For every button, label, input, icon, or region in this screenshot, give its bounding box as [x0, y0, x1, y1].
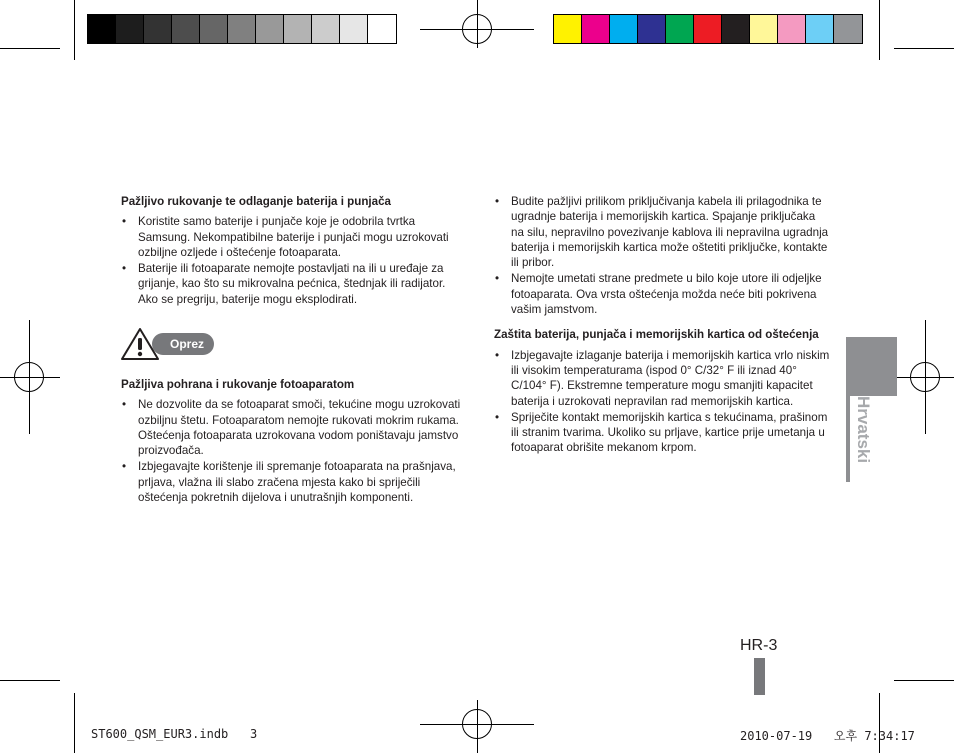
process-color-bar — [553, 14, 863, 44]
color-swatch — [778, 15, 806, 43]
camera-storage-list — [121, 397, 461, 505]
footer-timestamp: 2010-07-19 오후 7:34:17 — [740, 729, 915, 743]
list-item: • Izbjegavajte izlaganje baterija i memorijskih kartica vrlo niskim ili visokim temperaturama (ispod 0° C/32° F ili iznad 40° C/104° F). Ekstremne temperature mogu smanjiti kapacitet baterija i uzrokovati nepravilan rad memorijskih kartica. — [494, 348, 830, 409]
list-item: • Nemojte umetati strane predmete u bilo koje utore ili odjeljke fotoaparata. Ova vrsta oštećenja možda neće biti pokrivena vašim jamstvom. — [494, 271, 830, 317]
list-item: • Ne dozvolite da se fotoaparat smoči, tekućine mogu uzrokovati ozbiljnu štetu. Fotoaparatom nemojte rukovati mokrim rukama. Oštećenja fotoaparata uzrokovana vodom poništavaju jamstvo proizvođača. — [121, 397, 461, 458]
color-swatch — [722, 15, 750, 43]
section-heading-protection: Zaštita baterija, punjača i memorijskih kartica od oštećenja — [494, 328, 819, 342]
section-heading-camera-storage: Pažljiva pohrana i rukovanje fotoaparatom — [121, 378, 355, 391]
color-swatch — [284, 15, 312, 43]
left-column-lower — [121, 377, 461, 506]
color-swatch — [228, 15, 256, 43]
color-swatch — [368, 15, 396, 43]
color-swatch — [116, 15, 144, 43]
color-swatch — [610, 15, 638, 43]
color-swatch — [750, 15, 778, 43]
list-item: • Spriječite kontakt memorijskih kartica s tekućinama, prašinom ili stranim tvarima. Ukoliko su prljave, kartice prije umetanja u fotoaparat obrišite mekanom krpom. — [494, 410, 830, 456]
color-swatch — [256, 15, 284, 43]
footer-file-info: ST600_QSM_EUR3.indb 3 — [91, 727, 258, 741]
color-swatch — [582, 15, 610, 43]
page-number-bar — [754, 658, 765, 695]
color-swatch — [694, 15, 722, 43]
page-number: HR-3 — [740, 637, 778, 654]
color-swatch — [834, 15, 862, 43]
color-swatch — [312, 15, 340, 43]
list-item: • Izbjegavajte korištenje ili spremanje fotoaparata na prašnjava, prljava, vlažna ili slabo zračena mjesta kako bi spriječili oštećenja pokretnih dijelova i unutrašnjih komponenti. — [121, 459, 461, 505]
color-swatch — [806, 15, 834, 43]
language-tab-label: Hrvatski — [854, 396, 873, 464]
color-swatch — [172, 15, 200, 43]
section-heading-battery-handling: Pažljivo rukovanje te odlaganje baterija i punjača — [121, 195, 391, 208]
battery-handling-list — [121, 214, 461, 307]
connection-list — [494, 194, 830, 317]
left-column — [121, 194, 461, 308]
grayscale-color-bar — [87, 14, 397, 44]
language-tab — [846, 337, 897, 396]
caution-badge: Oprez — [152, 333, 214, 355]
right-column — [494, 194, 830, 457]
color-swatch — [340, 15, 368, 43]
color-swatch — [554, 15, 582, 43]
protection-list — [494, 348, 830, 456]
color-swatch — [666, 15, 694, 43]
caution-label — [120, 327, 214, 361]
color-swatch — [638, 15, 666, 43]
list-item: • Budite pažljivi prilikom priključivanja kabela ili prilagodnika te ugradnje baterija i memorijskih kartica. Spajanje priključaka na silu, nepravilno povezivanje kablova ili nepravilna ugradnja baterija i memorijskih kartica može oštetiti priključke, kontakte ili pribor. — [494, 194, 830, 270]
color-swatch — [88, 15, 116, 43]
color-swatch — [200, 15, 228, 43]
color-swatch — [144, 15, 172, 43]
list-item: • Koristite samo baterije i punjače koje je odobrila tvrtka Samsung. Nekompatibilne baterije i punjači mogu uzrokovati ozbiljne ozljede i oštećenje fotoaparata. — [121, 214, 461, 260]
list-item: • Baterije ili fotoaparate nemojte postavljati na ili u uređaje za grijanje, kao što su mikrovalna pećnica, štednjak ili radijator. Ako se pregriju, baterije mogu eksplodirati. — [121, 261, 461, 307]
